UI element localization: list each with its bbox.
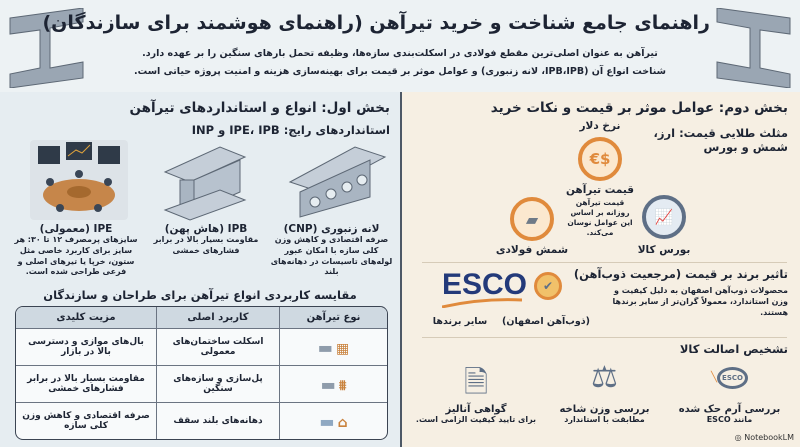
cell-use: دهانه‌های بلند سقف: [156, 403, 279, 439]
auth-title: تشخیص اصالت کالا: [679, 342, 788, 356]
scale-icon: ⚖: [591, 360, 618, 395]
type-name: IPE (معمولی): [39, 223, 113, 235]
type-icons: [279, 366, 387, 403]
col-header-type: نوع تیرآهن: [279, 307, 387, 329]
table-row: [16, 366, 387, 403]
section-types: [0, 92, 400, 447]
cnp-beam-icon: ▬: [319, 411, 335, 431]
watermark-text: NotebookLM: [744, 433, 794, 442]
stock-chart-icon: 📈: [642, 195, 686, 239]
cnp-beam-image: [285, 142, 390, 222]
page-title: راهنمای جامع شناخت و خرید تیرآهن (راهنمای هوشمند برای سازندگان): [42, 12, 710, 34]
type-name: لانه زنبوری (CNP): [283, 223, 380, 235]
type-desc: صرفه اقتصادی و کاهش وزن کلی سازه با امکان عبور لوله‌های تاسیسات در دهانه‌های بلند: [270, 235, 393, 277]
steel-ingot-icon: ▰: [510, 197, 554, 241]
notebooklm-watermark: [735, 433, 794, 442]
type-icons: [279, 403, 387, 439]
ipe-beam-icon: ▬: [317, 337, 333, 357]
building-icon: ▦: [336, 340, 350, 357]
check-title: گواهی آنالیز: [445, 404, 507, 415]
others-label: سایر برندها: [432, 316, 488, 327]
cell-use: پل‌سازی و سازه‌های سنگین: [156, 366, 279, 403]
type-desc: مقاومت بسیار بالا در برابر فشارهای خمشی: [153, 235, 259, 255]
type-card-cnp: [268, 223, 395, 278]
esco-logo: ESCO: [442, 268, 528, 301]
check-analysis-certificate: [410, 360, 542, 426]
trading-room-image: [30, 140, 128, 220]
esco-label: (ذوب‌آهن اصفهان): [502, 316, 590, 327]
roof-span-icon: ⌂: [337, 414, 348, 431]
bourse-label: بورس کالا: [637, 244, 691, 256]
intro-line-1: تیرآهن به عنوان اصلی‌ترین مقطع فولادی در اسکلت‌بندی سازه‌ها، وظیفه تحمل بارهای سنگین را بر عهده دارد.: [142, 48, 658, 59]
dollar-label: نرخ دلار: [579, 120, 621, 132]
check-desc: برای تایید کیفیت الزامی است.: [415, 415, 537, 424]
comparison-table: [15, 306, 388, 440]
ipb-beam-icon: ▬: [320, 374, 336, 394]
currency-exchange-icon: €$: [578, 137, 622, 181]
check-weight: [547, 360, 662, 426]
bridge-icon: ⩩: [338, 377, 347, 394]
check-title: بررسی وزن شاخه: [559, 404, 650, 415]
price-desc: قیمت تیرآهن روزانه بر اساس این عوامل نوسان می‌کند.: [567, 198, 633, 238]
cell-benefit: صرفه اقتصادی و کاهش وزن کلی سازه: [22, 411, 150, 432]
quality-medal-icon: ✔: [534, 272, 562, 300]
type-desc: سایزهای پرمصرف ۱۲ تا ۳۰: هر سایز برای کاربرد خاصی مثل ستون، خرپا یا تیرهای اصلی و فرعی طراحی شده است.: [14, 235, 138, 277]
type-icons: [279, 329, 387, 366]
col-header-benefit: مزیت کلیدی: [16, 307, 156, 329]
section1-title: بخش اول: انواع و استانداردهای تیرآهن: [129, 100, 390, 116]
certificate-icon: 🗎: [463, 365, 489, 400]
check-engraved-logo: [672, 360, 787, 426]
section2-subtitle: مثلث طلایی قیمت: ارز، شمش و بورس: [653, 126, 788, 154]
divider: [422, 262, 787, 263]
brand-title: تاثیر برند بر قیمت (مرجعیت ذوب‌آهن): [573, 267, 788, 281]
header: [0, 0, 800, 92]
ipb-beam-image: [160, 142, 250, 222]
beam-magnifier-icon: ESCO╲: [672, 360, 787, 404]
cell-use: اسکلت ساختمان‌های معمولی: [156, 329, 279, 366]
steel-beam-icon: [715, 8, 795, 88]
ingot-label: شمش فولادی: [495, 244, 569, 256]
type-name: IPB (هاش پهن): [164, 223, 248, 235]
price-title: قیمت تیرآهن: [565, 184, 635, 196]
divider: [422, 337, 787, 338]
cell-benefit: بال‌های موازی و دسترسی بالا در بازار: [16, 329, 156, 366]
col-header-use: کاربرد اصلی: [156, 307, 279, 329]
notebooklm-icon: ◎: [734, 433, 745, 442]
type-card-ipe: [6, 223, 146, 278]
section2-title: بخش دوم: عوامل موثر بر قیمت و نکات خرید: [490, 100, 788, 116]
table-row: [16, 403, 387, 439]
table-row: [16, 329, 387, 366]
type-card-ipb: [152, 223, 260, 257]
section-price: [400, 92, 800, 447]
brand-desc: محصولات ذوب‌آهن اصفهان به دلیل کیفیت و وزن استاندارد، معمولاً گران‌تر از سایر برندها هستند.: [612, 286, 788, 317]
check-desc: مانند ESCO: [706, 415, 753, 424]
esco-swoosh: [442, 298, 522, 308]
intro-line-2: شناخت انواع آن (IPB،IPB، لانه زنبوری) و عوامل موثر بر قیمت برای بهینه‌سازی هزینه و امنیت پروژه حیاتی است.: [134, 66, 666, 77]
check-desc: مطابقت با استاندارد: [564, 415, 645, 424]
section1-subtitle: استانداردهای رایج: IPE، IPB و INP: [191, 123, 390, 137]
table-title: مقایسه کاربردی انواع تیرآهن برای طراحان و سازندگان: [43, 288, 357, 302]
check-title: بررسی آرم حک شده: [678, 404, 781, 415]
cell-benefit: مقاومت بسیار بالا در برابر فشارهای خمشی: [16, 366, 156, 403]
